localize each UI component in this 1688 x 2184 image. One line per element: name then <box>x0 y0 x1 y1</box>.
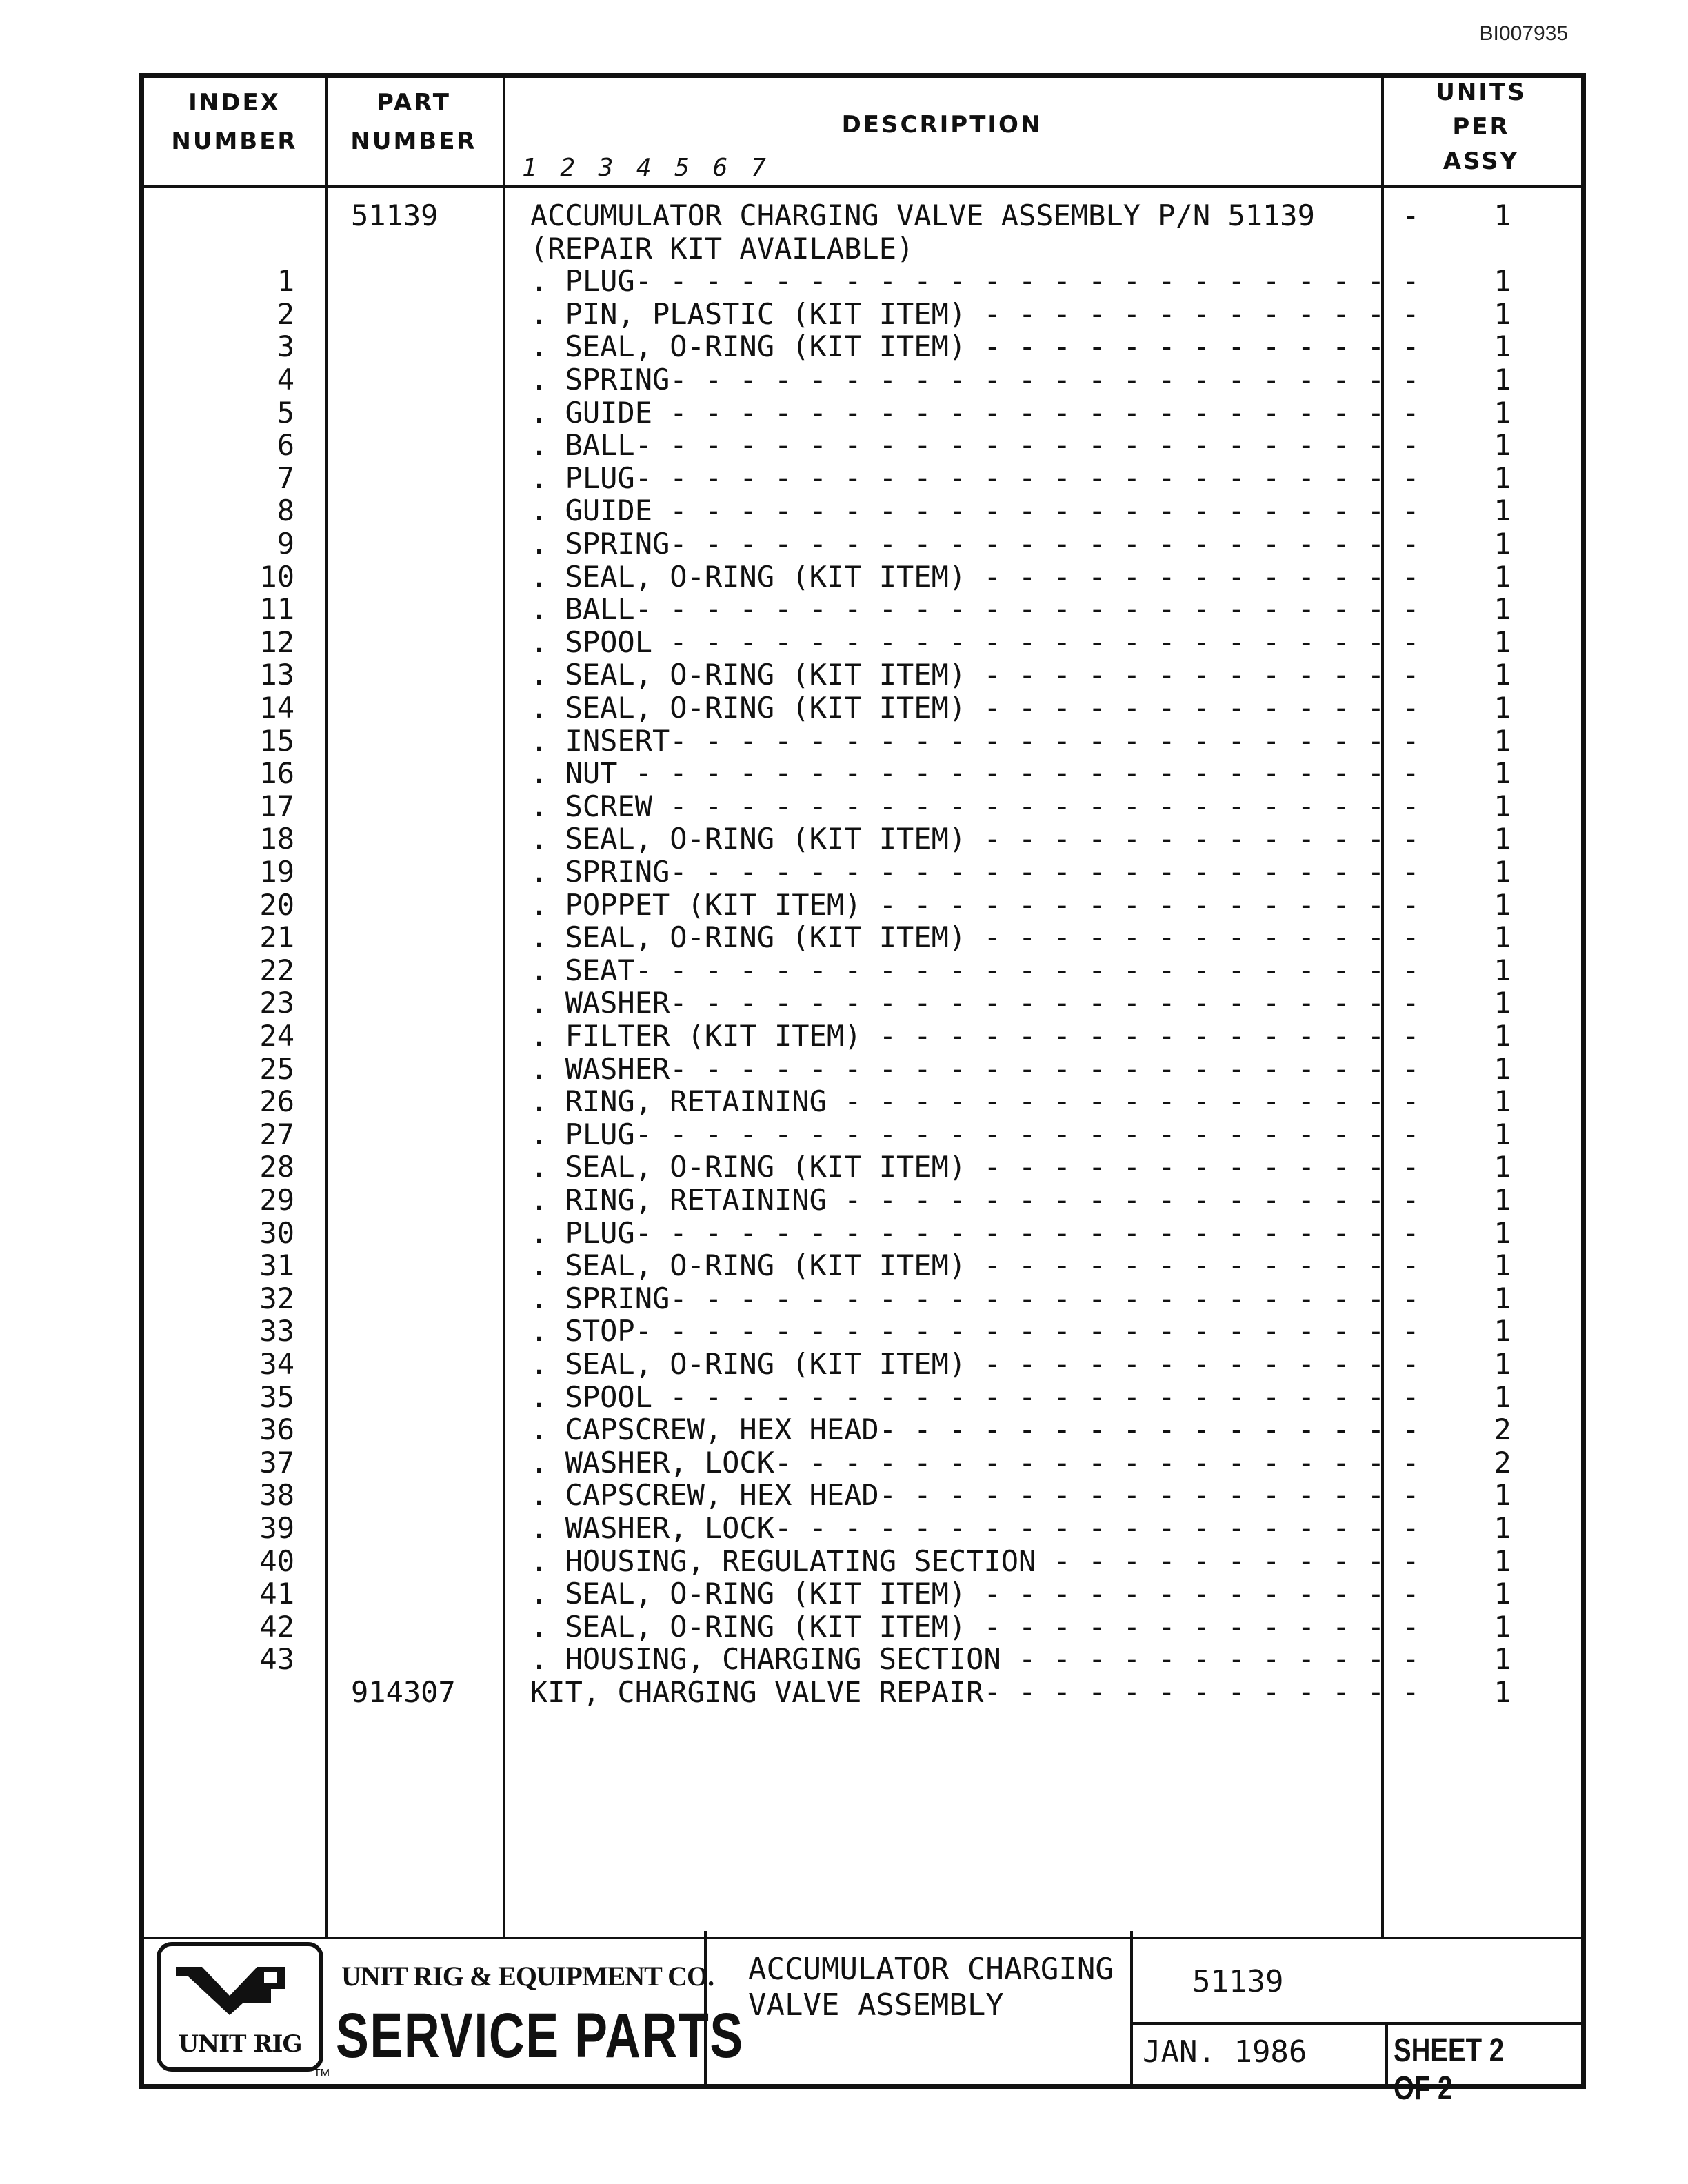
description-cell: . HOUSING, CHARGING SECTION - - - - - - - - - - - - <box>530 1643 1420 1677</box>
table-row <box>144 1610 1581 1644</box>
index-cell: 17 <box>259 789 294 823</box>
units-cell: 1 <box>1494 887 1511 922</box>
table-row <box>144 725 1581 758</box>
description-cell: . SEAT- - - - - - - - - - - - - - - - - - - - - - - <box>530 953 1420 987</box>
parts-list-sheet <box>139 73 1586 2107</box>
description-cell: . BALL- - - - - - - - - - - - - - - - - - - - - - - <box>530 593 1420 627</box>
index-cell: 2 <box>277 296 294 331</box>
units-cell: 1 <box>1494 1577 1511 1611</box>
table-row <box>144 1249 1581 1282</box>
header-rule <box>144 185 1581 188</box>
index-cell: 22 <box>259 953 294 987</box>
index-cell: 30 <box>259 1215 294 1250</box>
units-cell: 1 <box>1494 1248 1511 1283</box>
description-cell: . WASHER, LOCK- - - - - - - - - - - - - - - - - - - <box>530 1512 1420 1545</box>
description-cell: ACCUMULATOR CHARGING VALVE ASSEMBLY P/N 51139 - <box>530 199 1420 232</box>
table-row <box>144 626 1581 659</box>
description-cell: . SEAL, O-RING (KIT ITEM) - - - - - - - - - - - - - <box>530 330 1420 364</box>
description-cell: . GUIDE - - - - - - - - - - - - - - - - - - - - - - <box>530 494 1420 528</box>
table-row <box>144 1643 1581 1676</box>
index-cell: 42 <box>259 1609 294 1644</box>
description-cell: . POPPET (KIT ITEM) - - - - - - - - - - - - - - - - <box>530 888 1420 922</box>
description-cell: KIT, CHARGING VALVE REPAIR- - - - - - - - - - - - - <box>530 1676 1420 1709</box>
description-cell: . CAPSCREW, HEX HEAD- - - - - - - - - - - - - - - - <box>530 1413 1420 1447</box>
table-row <box>144 691 1581 725</box>
index-cell: 39 <box>259 1511 294 1545</box>
description-cell: . SEAL, O-RING (KIT ITEM) - - - - - - - - - - - - - <box>530 1348 1420 1381</box>
units-cell: 1 <box>1494 1379 1511 1414</box>
table-row <box>144 954 1581 987</box>
units-cell: 1 <box>1494 296 1511 331</box>
description-cell: . PLUG- - - - - - - - - - - - - - - - - - - - - - - <box>530 1216 1420 1250</box>
units-cell: 1 <box>1494 1478 1511 1513</box>
units-cell: 1 <box>1494 559 1511 594</box>
table-row <box>144 1085 1581 1118</box>
table-row <box>144 462 1581 495</box>
table-row <box>144 232 1581 265</box>
table-row <box>144 1676 1581 1709</box>
units-cell: 1 <box>1494 1642 1511 1677</box>
units-cell: 1 <box>1494 1117 1511 1151</box>
description-cell: . WASHER- - - - - - - - - - - - - - - - - - - - - - <box>530 987 1420 1020</box>
description-cell: . INSERT- - - - - - - - - - - - - - - - - - - - - - <box>530 724 1420 758</box>
units-cell: 1 <box>1494 199 1511 232</box>
units-cell: 1 <box>1494 1544 1511 1578</box>
units-cell: 1 <box>1494 428 1511 463</box>
description-cell: . SPRING- - - - - - - - - - - - - - - - - - - - - - <box>530 363 1420 396</box>
index-cell: 16 <box>259 756 294 791</box>
description-cell: (REPAIR KIT AVAILABLE) <box>530 232 914 265</box>
index-cell: 8 <box>277 494 294 528</box>
index-cell: 6 <box>277 428 294 463</box>
index-cell: 28 <box>259 1150 294 1184</box>
description-cell: . SEAL, O-RING (KIT ITEM) - - - - - - - - - - - - - <box>530 1610 1420 1644</box>
index-cell: 18 <box>259 822 294 856</box>
index-cell: 4 <box>277 363 294 396</box>
units-cell: 1 <box>1494 592 1511 627</box>
description-cell: . SEAL, O-RING (KIT ITEM) - - - - - - - - - - - - - <box>530 822 1420 856</box>
unit-rig-logo: UNIT RIG <box>157 1942 323 2072</box>
table-row <box>144 790 1581 823</box>
table-row <box>144 658 1581 691</box>
table-row <box>144 921 1581 954</box>
description-cell: . SPOOL - - - - - - - - - - - - - - - - - - - - - - <box>530 625 1420 659</box>
index-cell: 43 <box>259 1642 294 1677</box>
units-cell: 1 <box>1494 986 1511 1020</box>
title-block-rule <box>1130 1931 1133 2084</box>
table-row <box>144 593 1581 626</box>
description-cell: . STOP- - - - - - - - - - - - - - - - - - - - - - - <box>530 1315 1420 1348</box>
units-cell: 1 <box>1494 855 1511 889</box>
index-cell: 21 <box>259 920 294 955</box>
units-cell: 1 <box>1494 920 1511 955</box>
description-cell: . PLUG- - - - - - - - - - - - - - - - - - - - - - - <box>530 461 1420 495</box>
index-cell: 32 <box>259 1281 294 1315</box>
index-cell: 34 <box>259 1347 294 1381</box>
title-block <box>144 1931 1581 2107</box>
issue-date: JAN. 1986 <box>1143 2034 1307 2070</box>
units-cell: 1 <box>1494 527 1511 560</box>
index-cell: 19 <box>259 855 294 889</box>
index-cell: 25 <box>259 1051 294 1086</box>
index-cell: 11 <box>259 592 294 627</box>
table-row <box>144 1479 1581 1512</box>
description-cell: . RING, RETAINING - - - - - - - - - - - - - - - - - <box>530 1184 1420 1217</box>
description-cell: . SEAL, O-RING (KIT ITEM) - - - - - - - - - - - - - <box>530 1577 1420 1611</box>
index-cell: 14 <box>259 691 294 725</box>
units-cell: 2 <box>1494 1413 1511 1447</box>
description-cell: . SEAL, O-RING (KIT ITEM) - - - - - - - - - - - - - <box>530 658 1420 692</box>
description-cell: . SEAL, O-RING (KIT ITEM) - - - - - - - - - - - - - <box>530 691 1420 725</box>
title-block-rule <box>1385 2022 1388 2084</box>
index-cell: 13 <box>259 658 294 692</box>
units-cell: 1 <box>1494 658 1511 692</box>
logo-mark-icon <box>161 1949 319 2025</box>
units-cell: 1 <box>1494 363 1511 396</box>
description-cell: . SEAL, O-RING (KIT ITEM) - - - - - - - - - - - - - <box>530 1249 1420 1283</box>
index-cell: 23 <box>259 986 294 1020</box>
index-cell: 24 <box>259 1019 294 1053</box>
description-cell: . RING, RETAINING - - - - - - - - - - - - - - - - - <box>530 1085 1420 1119</box>
units-cell: 1 <box>1494 822 1511 856</box>
table-row <box>144 1184 1581 1217</box>
units-cell: 2 <box>1494 1445 1511 1479</box>
index-cell: 26 <box>259 1084 294 1119</box>
table-row <box>144 1381 1581 1414</box>
description-cell: . PLUG- - - - - - - - - - - - - - - - - - - - - - - <box>530 1118 1420 1151</box>
description-cell: . SPRING- - - - - - - - - - - - - - - - - - - - - - <box>530 1282 1420 1315</box>
units-cell: 1 <box>1494 1511 1511 1545</box>
description-cell: . NUT - - - - - - - - - - - - - - - - - - - - - - - <box>530 757 1420 791</box>
table-row <box>144 1020 1581 1053</box>
index-cell: 20 <box>259 887 294 922</box>
units-cell: 1 <box>1494 461 1511 495</box>
index-cell: 7 <box>277 461 294 495</box>
table-row <box>144 363 1581 396</box>
units-cell: 1 <box>1494 1084 1511 1119</box>
index-cell: 5 <box>277 395 294 429</box>
units-cell: 1 <box>1494 395 1511 429</box>
description-cell: . HOUSING, REGULATING SECTION - - - - - - - - - - - <box>530 1544 1420 1578</box>
index-cell: 38 <box>259 1478 294 1513</box>
units-cell: 1 <box>1494 1675 1511 1709</box>
document-id: BI007935 <box>1479 22 1568 45</box>
description-cell: . PLUG- - - - - - - - - - - - - - - - - - - - - - - <box>530 265 1420 299</box>
part-number-header: PART NUMBER <box>350 89 477 155</box>
description-cell: . SEAL, O-RING (KIT ITEM) - - - - - - - - - - - - - <box>530 921 1420 955</box>
table-row <box>144 298 1581 331</box>
units-cell: 1 <box>1494 625 1511 659</box>
table-row <box>144 987 1581 1020</box>
description-cell: . GUIDE - - - - - - - - - - - - - - - - - - - - - - <box>530 396 1420 429</box>
table-row <box>144 1282 1581 1315</box>
table-row <box>144 527 1581 560</box>
units-cell: 1 <box>1494 691 1511 725</box>
trademark-mark: TM <box>314 2067 330 2079</box>
units-cell: 1 <box>1494 789 1511 823</box>
index-cell: 33 <box>259 1314 294 1348</box>
description-header: DESCRIPTION <box>841 111 1043 139</box>
units-cell: 1 <box>1494 1019 1511 1053</box>
table-row <box>144 1348 1581 1381</box>
table-row <box>144 494 1581 527</box>
description-cell: . SCREW - - - - - - - - - - - - - - - - - - - - - - <box>530 789 1420 823</box>
index-cell: 37 <box>259 1445 294 1479</box>
description-cell: . SEAL, O-RING (KIT ITEM) - - - - - - - - - - - - - <box>530 560 1420 594</box>
table-row <box>144 265 1581 298</box>
table-row <box>144 1545 1581 1578</box>
units-cell: 1 <box>1494 1183 1511 1217</box>
units-per-assy-header: UNITS PER ASSY <box>1436 79 1527 175</box>
table-row <box>144 1217 1581 1250</box>
table-row <box>144 1315 1581 1348</box>
table-row <box>144 757 1581 790</box>
table-row <box>144 560 1581 594</box>
description-cell: . WASHER, LOCK- - - - - - - - - - - - - - - - - - - <box>530 1446 1420 1479</box>
units-cell: 1 <box>1494 1215 1511 1250</box>
units-cell: 1 <box>1494 1609 1511 1644</box>
index-cell: 29 <box>259 1183 294 1217</box>
index-cell: 3 <box>277 330 294 364</box>
table-row <box>144 1053 1581 1086</box>
units-cell: 1 <box>1494 756 1511 791</box>
part-number-cell: 51139 <box>351 199 439 232</box>
assembly-title: ACCUMULATOR CHARGING VALVE ASSEMBLY <box>748 1952 1114 2023</box>
table-row <box>144 429 1581 462</box>
index-cell: 40 <box>259 1544 294 1578</box>
index-cell: 10 <box>259 559 294 594</box>
index-cell: 9 <box>277 527 294 560</box>
units-cell: 1 <box>1494 1347 1511 1381</box>
table-row <box>144 1151 1581 1184</box>
indent-level-digits: 1 2 3 4 5 6 7 <box>522 154 770 182</box>
sheet-number: SHEET 2 OF 2 <box>1394 2032 1505 2107</box>
description-cell: . SPRING- - - - - - - - - - - - - - - - - - - - - - <box>530 856 1420 889</box>
part-number-cell: 914307 <box>351 1675 456 1709</box>
units-cell: 1 <box>1494 1150 1511 1184</box>
units-cell: 1 <box>1494 264 1511 299</box>
index-cell: 35 <box>259 1379 294 1414</box>
title-block-rule <box>1130 2022 1581 2025</box>
table-row <box>144 330 1581 363</box>
table-row <box>144 1577 1581 1610</box>
units-cell: 1 <box>1494 494 1511 528</box>
description-cell: . FILTER (KIT ITEM) - - - - - - - - - - - - - - - - <box>530 1020 1420 1053</box>
index-cell: 12 <box>259 625 294 659</box>
description-cell: . SEAL, O-RING (KIT ITEM) - - - - - - - - - - - - - <box>530 1151 1420 1184</box>
index-cell: 1 <box>277 264 294 299</box>
description-cell: . SPRING- - - - - - - - - - - - - - - - - - - - - - <box>530 527 1420 560</box>
service-parts-title: SERVICE PARTS <box>336 2001 744 2071</box>
description-cell: . WASHER- - - - - - - - - - - - - - - - - - - - - - <box>530 1052 1420 1086</box>
units-cell: 1 <box>1494 1314 1511 1348</box>
description-cell: . CAPSCREW, HEX HEAD- - - - - - - - - - - - - - - - <box>530 1479 1420 1513</box>
units-cell: 1 <box>1494 1281 1511 1315</box>
table-row <box>144 822 1581 856</box>
index-cell: 15 <box>259 723 294 758</box>
table-row <box>144 889 1581 922</box>
index-cell: 41 <box>259 1577 294 1611</box>
table-row <box>144 1512 1581 1545</box>
description-cell: . PIN, PLASTIC (KIT ITEM) - - - - - - - - - - - - - <box>530 297 1420 331</box>
company-name: UNIT RIG & EQUIPMENT CO. <box>341 1961 714 1992</box>
units-cell: 1 <box>1494 723 1511 758</box>
assembly-part-number: 51139 <box>1192 1964 1284 1999</box>
table-row <box>144 199 1581 232</box>
units-cell: 1 <box>1494 330 1511 364</box>
table-row <box>144 396 1581 429</box>
index-number-header: INDEX NUMBER <box>171 89 298 155</box>
description-cell: . SPOOL - - - - - - - - - - - - - - - - - - - - - - <box>530 1380 1420 1414</box>
table-row <box>144 856 1581 889</box>
table-row <box>144 1413 1581 1446</box>
units-cell: 1 <box>1494 1051 1511 1086</box>
description-cell: . BALL- - - - - - - - - - - - - - - - - - - - - - - <box>530 429 1420 463</box>
index-cell: 27 <box>259 1117 294 1151</box>
table-row <box>144 1446 1581 1479</box>
units-cell: 1 <box>1494 953 1511 987</box>
index-cell: 31 <box>259 1248 294 1283</box>
table-row <box>144 1118 1581 1151</box>
index-cell: 36 <box>259 1413 294 1447</box>
